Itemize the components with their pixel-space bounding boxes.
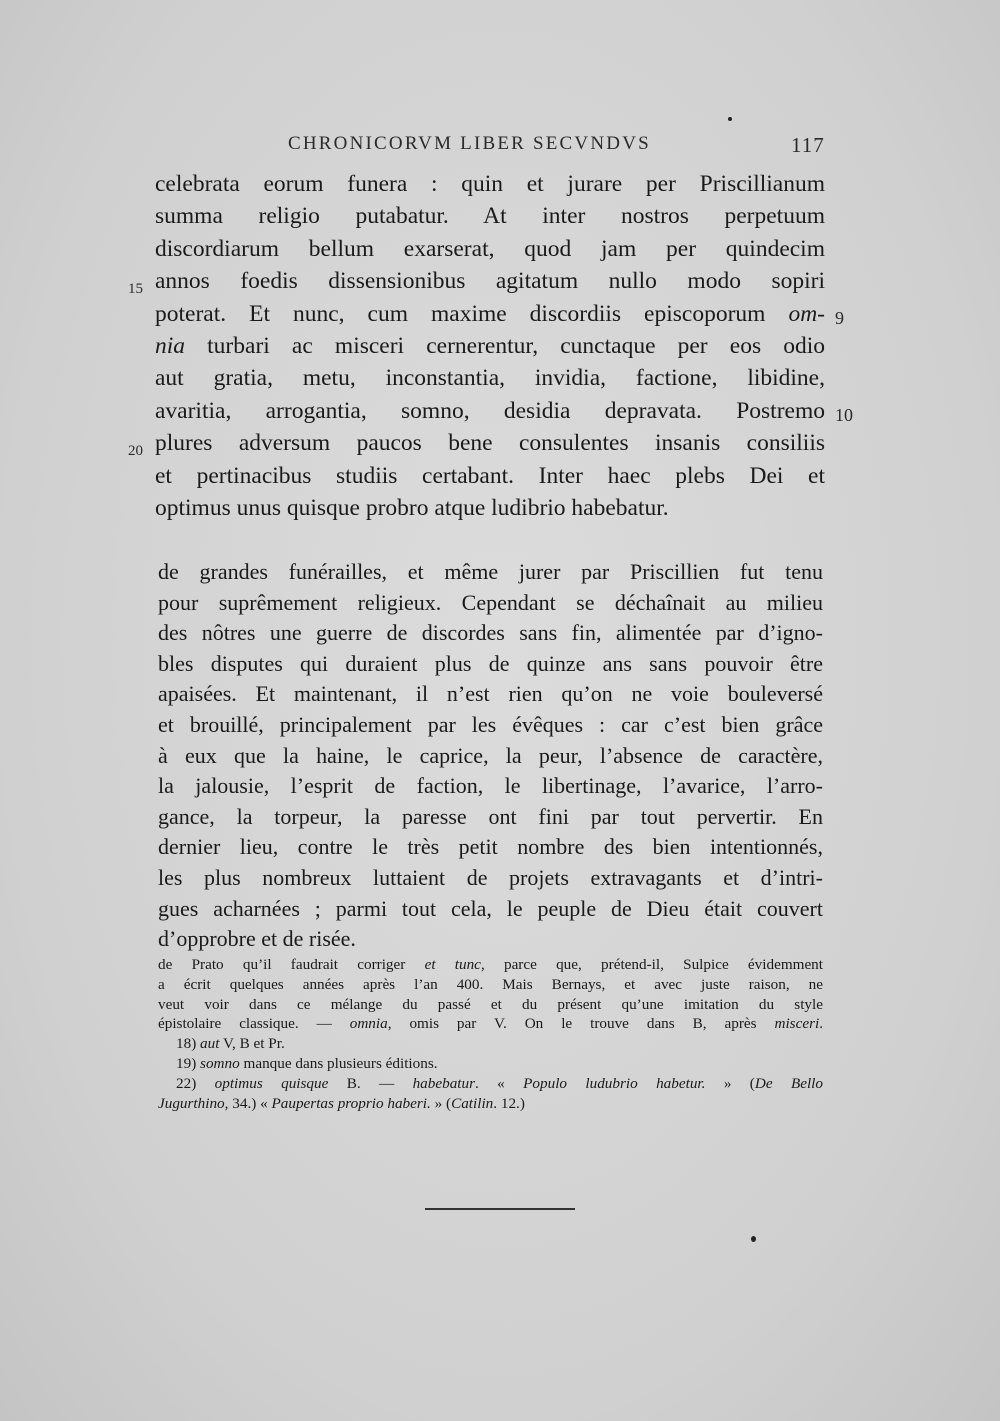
footnote-19: [158, 1054, 838, 1074]
french-line-text: de grandes funérailles, et même jurer par Priscillien fut tenu: [158, 559, 823, 584]
footnote-italic: De Bello: [754, 1074, 823, 1092]
footnotes: [158, 955, 838, 1113]
french-line-text: à eux que la haine, le caprice, la peur, l’absence de caractère,: [158, 742, 823, 768]
footnote-italic: omnia: [349, 1015, 388, 1033]
latin-line: [155, 395, 853, 427]
french-line-text: pour suprêmement religieux. Cependant se déchaînait au milieu: [158, 589, 823, 615]
french-line-text: bles disputes qui duraient plus de quinze ans sans pouvoir être: [158, 650, 823, 676]
latin-line-text: celebrata eorum funera : quin et jurare per Priscillianum: [155, 171, 825, 197]
footnote-number: 18): [176, 1035, 201, 1053]
footnote-text: .: [819, 1015, 823, 1033]
french-line: [158, 679, 823, 710]
footnote-italic: habebatur: [412, 1074, 476, 1092]
french-line: [158, 802, 823, 833]
latin-line-text: et pertinacibus studiis certabant. Inter haec plebs Dei et: [155, 462, 825, 489]
footnote-number: 22): [176, 1074, 215, 1092]
french-line: [158, 588, 823, 619]
footnote-italic: aut: [200, 1035, 220, 1053]
latin-line-text: aut gratia, metu, inconstantia, invidia, factione, libidine,: [155, 365, 825, 392]
ink-speck: [728, 117, 732, 121]
margin-number-10: 10: [835, 404, 853, 425]
footnote-text: . 12.): [493, 1094, 525, 1112]
footnote-line: [158, 995, 823, 1015]
french-line: [158, 618, 823, 649]
latin-line: [155, 330, 825, 362]
line-number-20: 20: [128, 443, 143, 460]
footnote-text: manque dans plusieurs éditions.: [239, 1054, 438, 1072]
page-number: 117: [791, 133, 825, 157]
french-line: [158, 649, 823, 680]
footnote-text: . «: [475, 1074, 524, 1092]
footnote-line: [158, 975, 823, 995]
french-line-text: dernier lieu, contre le très petit nombre des bien intentionnés,: [158, 834, 823, 860]
latin-line-text: nia turbari ac misceri cernerentur, cunctaque per eos odio: [155, 332, 825, 359]
french-line-text: d’opprobre et de risée.: [158, 926, 356, 952]
french-line-text: la jalousie, l’esprit de faction, le libertinage, l’avarice, l’arro-: [158, 773, 823, 799]
latin-line: [155, 233, 825, 265]
footnote-italic: Jugurthino: [158, 1094, 225, 1112]
latin-line: [155, 298, 844, 330]
french-line-text: et brouillé, principalement par les évêques : car c’est bien grâce: [158, 711, 823, 737]
latin-line: [155, 168, 825, 200]
footnote-text: , omis par V. On le trouve dans B, après: [387, 1015, 775, 1033]
footnote-text: épistolaire classique. —: [158, 1015, 350, 1033]
ink-speck: [751, 1236, 756, 1242]
latin-text-block: [128, 168, 853, 524]
footnote-text: » (: [430, 1094, 452, 1112]
french-line: [158, 894, 823, 925]
footnote-22: [158, 1074, 823, 1094]
latin-line: [128, 265, 825, 298]
french-line-text: les plus nombreux luttaient de projets extravagants et d’intri-: [158, 864, 823, 890]
end-rule: [425, 1208, 575, 1210]
footnote-italic: misceri: [774, 1015, 820, 1033]
footnote-18: [158, 1034, 838, 1054]
french-line: [158, 710, 823, 741]
footnote-text: V, B et Pr.: [219, 1035, 285, 1053]
footnote-text: B. —: [328, 1074, 413, 1092]
latin-line: [155, 460, 825, 492]
french-line-text: gues acharnées ; parmi tout cela, le peuple de Dieu était couvert: [158, 895, 823, 921]
footnote-line: [158, 1014, 823, 1034]
latin-line: [155, 362, 825, 394]
latin-line: [128, 427, 825, 460]
running-head: CHRONICORVM LIBER SECVNDVS: [288, 133, 651, 154]
french-line: [158, 557, 823, 588]
footnote-number: 19): [176, 1054, 201, 1072]
footnote-italic: et tunc: [424, 956, 481, 973]
latin-line-text: annos foedis dissensionibus agitatum nullo modo sopiri: [155, 268, 825, 295]
french-line: [158, 863, 823, 894]
french-line-text: des nôtres une guerre de discordes sans fin, alimentée par d’igno-: [158, 620, 823, 646]
latin-line-text: optimus unus quisque probro atque ludibrio habebatur.: [155, 494, 669, 521]
french-line-text: gance, la torpeur, la paresse ont fini par tout pervertir. En: [158, 803, 823, 829]
latin-line-text: plures adversum paucos bene consulentes insanis consiliis: [155, 430, 825, 457]
footnote-text: , parce que, prétend-il, Sulpice évidemment: [480, 956, 823, 973]
margin-number-9: 9: [835, 307, 844, 328]
french-line: [158, 832, 823, 863]
latin-line-text: summa religio putabatur. At inter nostros perpetuum: [155, 203, 825, 230]
latin-line-text: discordiarum bellum exarserat, quod jam per quindecim: [155, 235, 825, 262]
footnote-text: de Prato qu’il faudrait corriger: [158, 956, 425, 973]
french-line: [158, 924, 823, 955]
footnote-italic: Paupertas proprio haberi.: [271, 1094, 431, 1112]
footnote-italic: Catilin: [451, 1094, 494, 1112]
footnote-italic: somno: [200, 1054, 240, 1072]
footnote-text: a écrit quelques années après l’an 400. Mais Bernays, et avec juste raison, ne: [158, 975, 823, 993]
footnote-text: veut voir dans ce mélange du passé et du présent qu’une imitation du style: [158, 995, 823, 1013]
line-number-15: 15: [128, 281, 143, 298]
footnote-italic: Populo ludubrio habetur.: [523, 1074, 706, 1092]
french-line: [158, 741, 823, 772]
footnote-text: » (: [705, 1074, 755, 1092]
french-translation-block: [158, 557, 838, 955]
footnote-22-continued: [158, 1094, 838, 1114]
footnote-text: , 34.) «: [224, 1094, 272, 1112]
french-line: [158, 771, 823, 802]
latin-line-text: avaritia, arrogantia, somno, desidia depravata. Postremo: [155, 397, 825, 424]
footnote-italic: optimus quisque: [214, 1074, 329, 1092]
french-line-text: apaisées. Et maintenant, il n’est rien qu’on ne voie bouleversé: [158, 681, 823, 707]
footnote-line: [158, 955, 823, 975]
latin-line: [155, 492, 825, 524]
latin-line-text: poterat. Et nunc, cum maxime discordiis episcoporum om-: [155, 300, 825, 327]
latin-line: [155, 200, 825, 232]
